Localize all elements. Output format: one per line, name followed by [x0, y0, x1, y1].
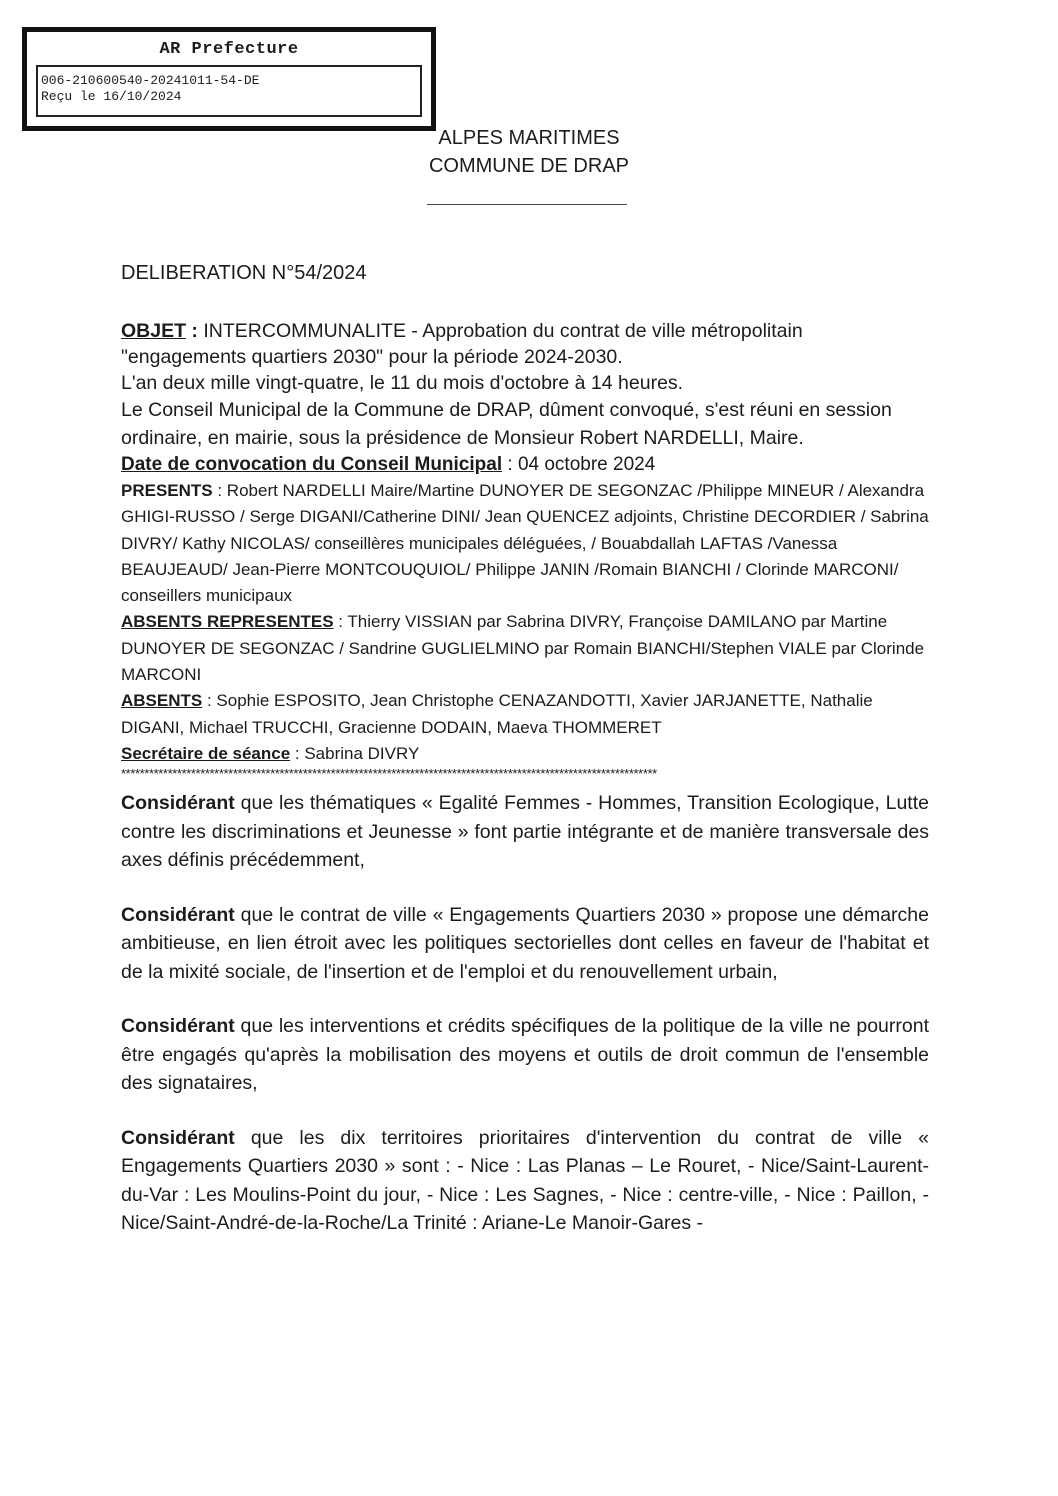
convocation-label: Date de convocation du Conseil Municipal — [121, 454, 503, 475]
prefecture-stamp — [22, 27, 436, 131]
objet-label: OBJET — [121, 320, 187, 342]
considerant-text: que les dix territoires prioritaires d'intervention du contrat de ville « Engagements Quartiers 2030 » sont : - Nice : Las Planas – Le Rouret, - Nice/Saint-Laurent-du-Var : Les Moulins-Point du jour, - Nice : Les Sagnes, - Nice : centre-ville, - Nice : Paillon, - Nice/Saint-André-de-la-Roche/La Trinité : Ariane-Le Manoir-Gares - — [121, 1126, 929, 1235]
considerant-lead: Considérant — [121, 792, 235, 815]
convocation-line — [121, 452, 929, 478]
secretaire-paragraph — [121, 741, 929, 767]
deliberation-number: DELIBERATION N°54/2024 — [121, 262, 367, 284]
department-heading: ALPES MARITIMES — [438, 127, 620, 149]
absents-label: ABSENTS — [121, 691, 203, 711]
objet-separator: : — [186, 320, 204, 342]
presents-list: : Robert NARDELLI Maire/Martine DUNOYER DE SEGONZAC /Philippe MINEUR / Alexandra GHIGI-RUSSO / Serge DIGANI/Catherine DINI/ Jean QUENCEZ adjoints, Christine DECORDIER / Sabrina DIVRY/ Kathy NICOLAS/ conseillères municipales déléguées, / Bouabdallah LAFTAS /Vanessa BEAUJEAUD/ Jean-Pierre MONTCOUQUIOL/ Philippe JANIN /Romain BIANCHI / Clorinde MARCONI/ conseillers municipaux — [121, 481, 929, 606]
secretaire-name: : Sabrina DIVRY — [290, 743, 420, 763]
considerant-text: que les thématiques « Egalité Femmes - Hommes, Transition Ecologique, Lutte contre les discriminations et Jeunesse » font partie intégrante et de manière transversale des axes définis précédemment, — [121, 792, 929, 872]
objet-text: INTERCOMMUNALITE - Approbation du contrat de ville métropolitain "engagements quartiers 2030" pour la période 2024-2030. — [121, 320, 803, 368]
presents-label: PRESENTS — [121, 481, 213, 500]
commune-heading: COMMUNE DE DRAP — [428, 155, 629, 177]
asterisk-separator: ******************************************************************************************************************* — [121, 767, 657, 782]
absents-paragraph — [121, 688, 929, 741]
considerant-paragraph — [121, 1012, 929, 1098]
session-date: L'an deux mille vingt-quatre, le 11 du mois d'octobre à 14 heures. — [121, 372, 684, 394]
considerant-paragraph — [121, 1124, 929, 1238]
absents-representes-list: : Thierry VISSIAN par Sabrina DIVRY, Françoise DAMILANO par Martine DUNOYER DE SEGONZAC / Sandrine GUGLIELMINO par Romain BIANCHI/Stephen VIALE par Clorinde MARCONI — [121, 612, 925, 685]
convocation-date: : 04 octobre 2024 — [502, 454, 656, 475]
absents-representes-paragraph — [121, 609, 929, 688]
absents-representes-label: ABSENTS REPRESENTES — [121, 612, 334, 632]
objet-paragraph — [121, 318, 929, 370]
council-statement: Le Conseil Municipal de la Commune de DRAP, dûment convoqué, s'est réuni en session ordinaire, en mairie, sous la présidence de Monsieur Robert NARDELLI, Maire. — [121, 399, 892, 449]
considerant-lead: Considérant — [121, 1015, 235, 1038]
considerant-text: que le contrat de ville « Engagements Quartiers 2030 » propose une démarche ambitieuse, en lien étroit avec les politiques sectorielles dont celles en faveur de l'habitat et de la mixité sociale, de l'insertion et de l'emploi et du renouvellement urbain, — [121, 903, 929, 983]
considerant-lead: Considérant — [121, 1126, 235, 1149]
stamp-details — [36, 65, 422, 117]
presents-paragraph — [121, 478, 929, 609]
secretaire-label: Secrétaire de séance — [121, 743, 291, 763]
considerant-paragraph — [121, 901, 929, 987]
stamp-reference: 006-210600540-20241011-54-DE — [41, 73, 260, 88]
absents-list: : Sophie ESPOSITO, Jean Christophe CENAZANDOTTI, Xavier JARJANETTE, Nathalie DIGANI, Michael TRUCCHI, Gracienne DODAIN, Maeva THOMMERET — [121, 691, 873, 737]
stamp-received-date: Reçu le 16/10/2024 — [41, 89, 182, 104]
considerant-lead: Considérant — [121, 903, 235, 926]
considerant-text: que les interventions et crédits spécifiques de la politique de la ville ne pourront être engagés qu'après la mobilisation des moyens et outils de droit commun de l'ensemble des signataires, — [121, 1015, 929, 1095]
header-divider — [427, 204, 627, 205]
document-body — [121, 318, 929, 1238]
stamp-title: AR Prefecture — [159, 40, 299, 59]
considerant-paragraph — [121, 789, 929, 875]
